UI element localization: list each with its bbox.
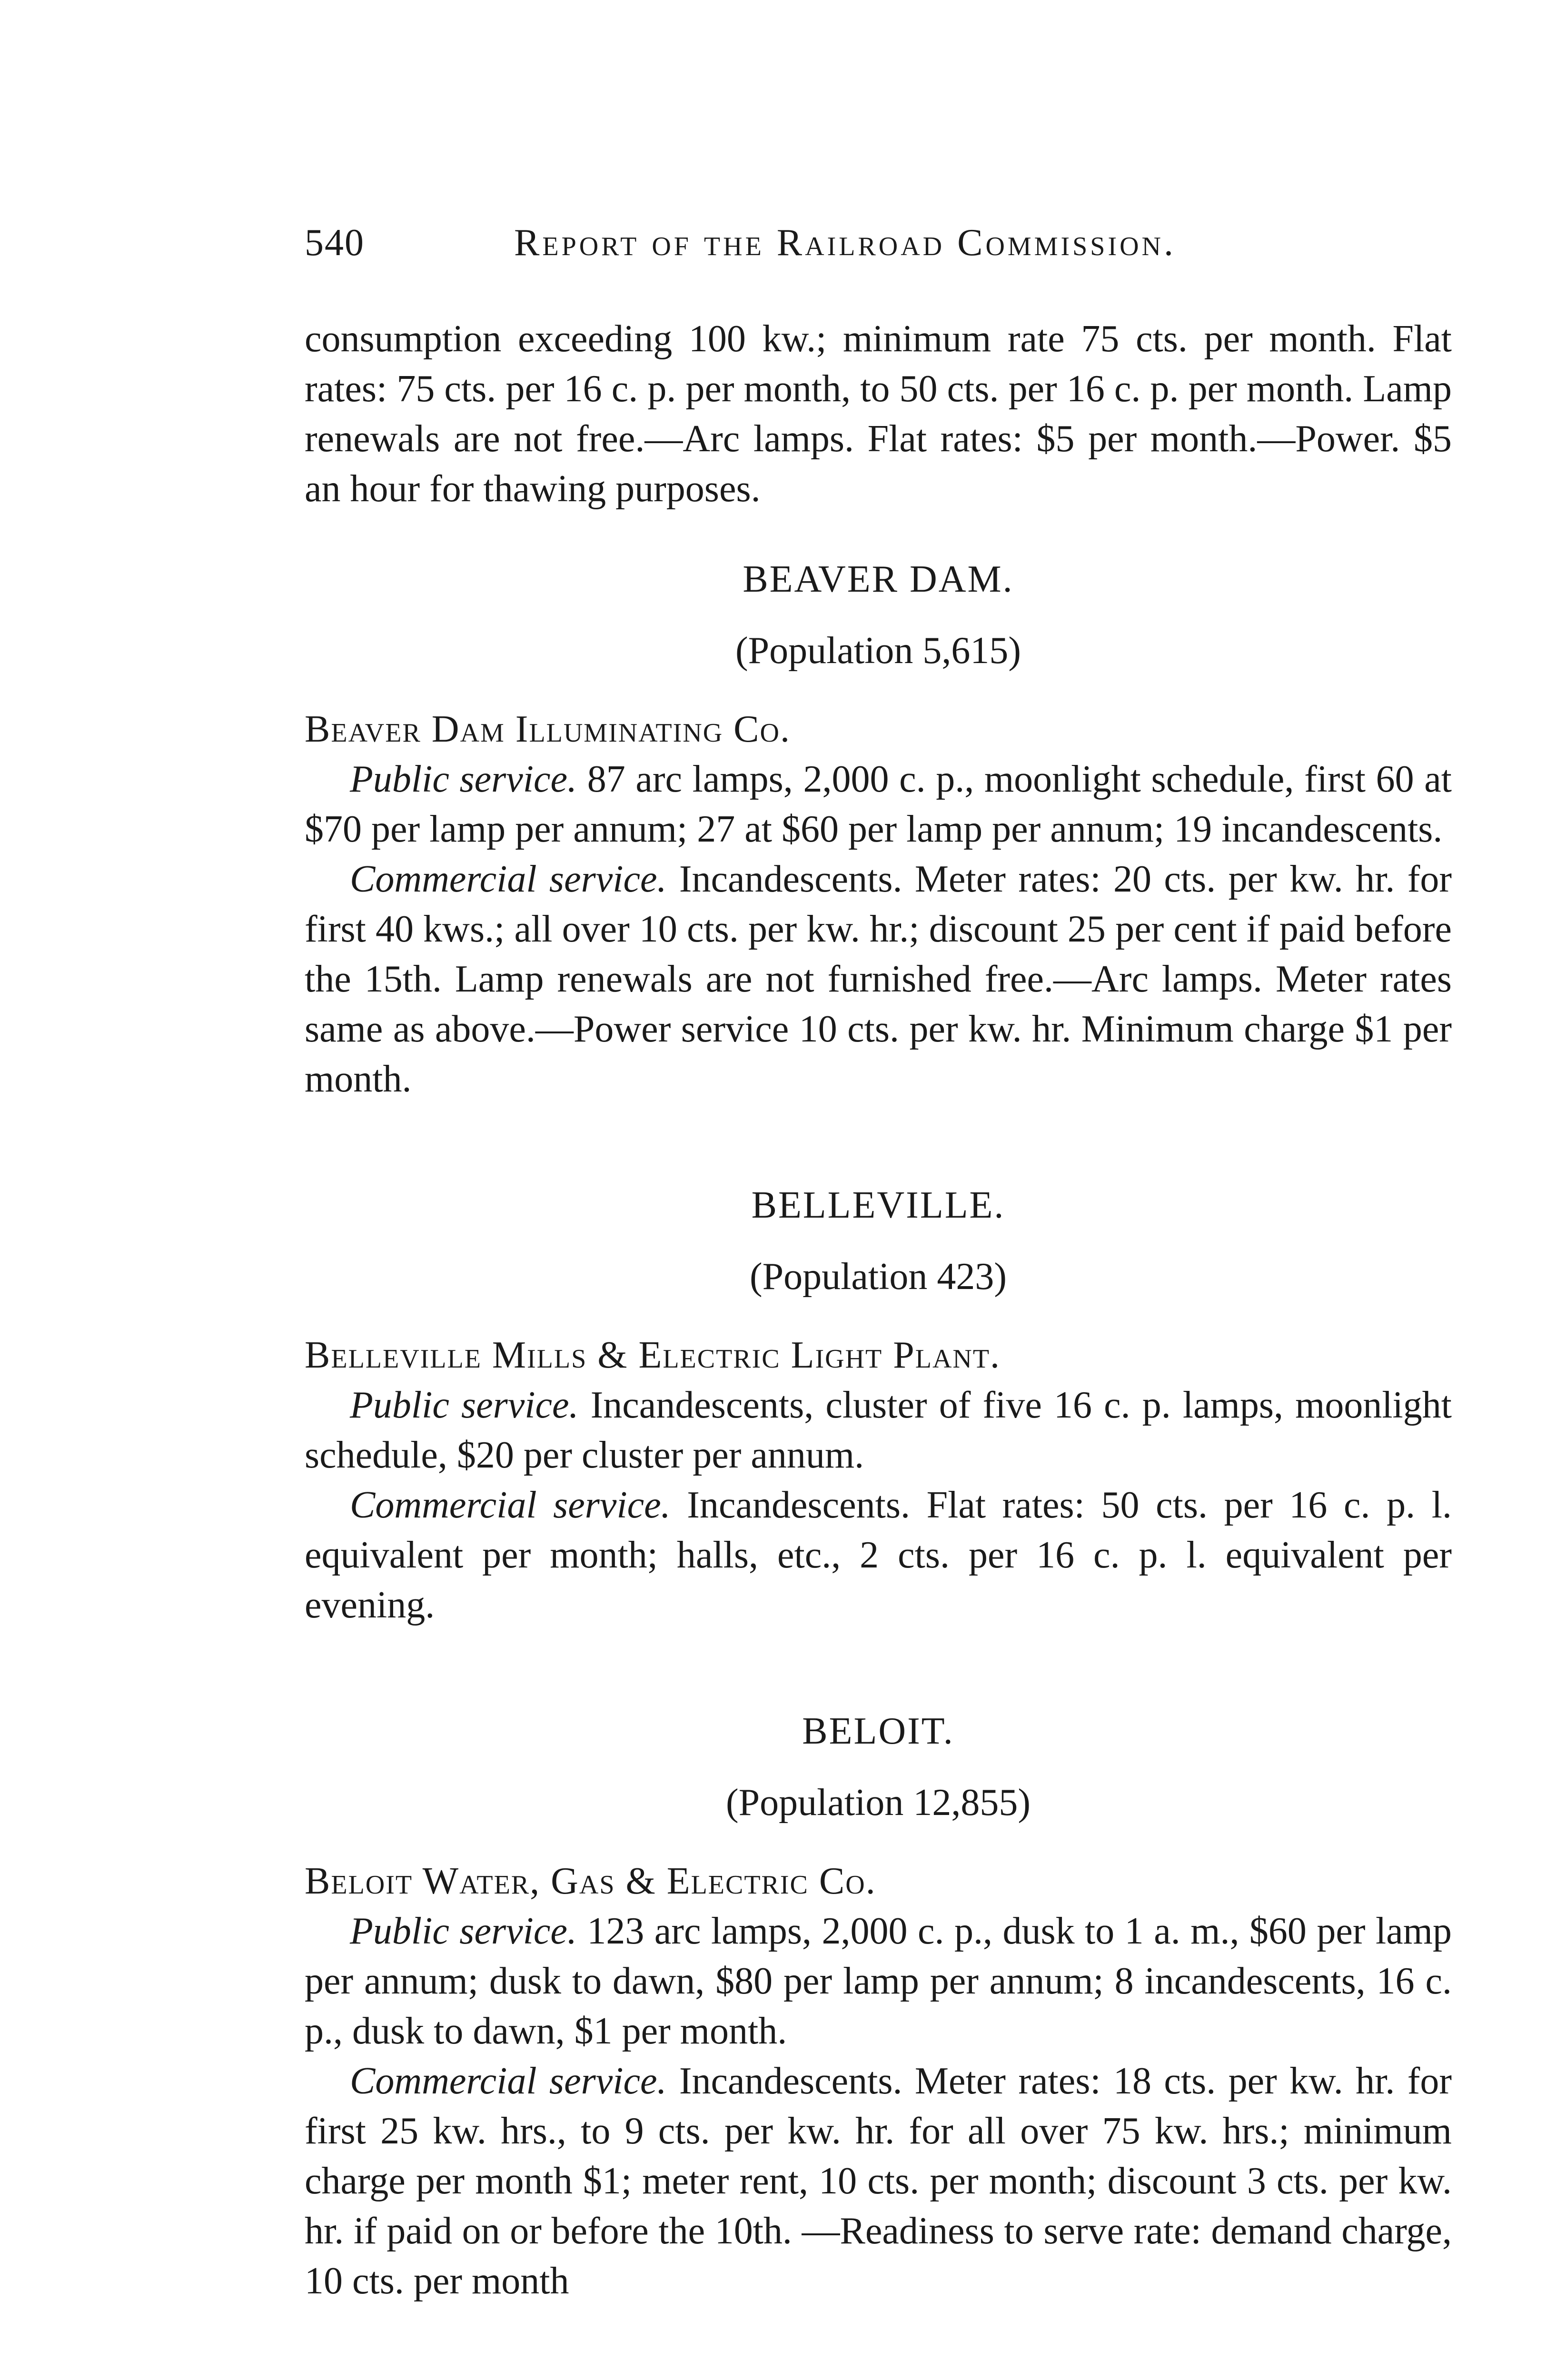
running-title: Report of the Railroad Commission. <box>514 222 1176 264</box>
commercial-service-label: Commercial service. <box>350 1484 671 1526</box>
body-text <box>305 314 1452 2306</box>
public-service-text: 87 arc lamps, 2,000 c. p., moonlight schedule, first 60 at $70 per lamp per annum; 27 at $60 per lamp per annum; 19 incandescents. <box>305 758 1452 850</box>
public-service-text: Incandescents, cluster of five 16 c. p. lamps, moonlight schedule, $20 per cluster per annum. <box>305 1384 1452 1476</box>
company-name-beloit: Beloit Water, Gas & Electric Co. <box>305 1860 876 1902</box>
company-name-beaver-dam: Beaver Dam Illuminating Co. <box>305 708 791 750</box>
intro-paragraph: consumption exceeding 100 kw.; minimum rate 75 cts. per month. Flat rates: 75 cts. per 16 c. p. per month, to 50 cts. per 16 c. p. per month. Lamp renewals are not free.—Arc lamps. Flat rates: $5 per month.—Power. $5 an hour for thawing purposes. <box>305 318 1452 510</box>
commercial-service-text: Incandescents. Flat rates: 50 cts. per 16 c. p. l. equivalent per month; halls, etc., 2 cts. per 16 c. p. l. equivalent per evening. <box>305 1484 1452 1626</box>
public-service-label: Public service. <box>350 1384 579 1426</box>
place-heading-beaver-dam: BEAVER DAM. <box>743 558 1014 600</box>
public-service-text: 123 arc lamps, 2,000 c. p., dusk to 1 a. m., $60 per lamp per annum; dusk to dawn, $80 per lamp per annum; 8 incandescents, 16 c. p., dusk to dawn, $1 per month. <box>305 1910 1452 2052</box>
public-service-paragraph-beaver-dam <box>305 754 1452 854</box>
page-number: 540 <box>305 222 365 264</box>
commercial-service-label: Commercial service. <box>350 2060 667 2102</box>
population-beaver-dam: (Population 5,615) <box>735 630 1021 672</box>
public-service-paragraph-belleville <box>305 1380 1452 1480</box>
commercial-service-text: Incandescents. Meter rates: 20 cts. per kw. hr. for first 40 kws.; all over 10 cts. per kw. hr.; discount 25 per cent if paid before the 15th. Lamp renewals are not furnished free.—Arc lamps. Meter rates same as above.—Power service 10 cts. per kw. hr. Minimum charge $1 per month. <box>305 858 1452 1100</box>
public-service-paragraph-beloit <box>305 1906 1452 2056</box>
population-belleville: (Population 423) <box>750 1256 1007 1298</box>
commercial-service-text: Incandescents. Meter rates: 18 cts. per kw. hr. for first 25 kw. hrs., to 9 cts. per kw. hr. for all over 75 kw. hrs.; minimum charge per month $1; meter rent, 10 cts. per month; discount 3 cts. per kw. hr. if paid on or before the 10th. —Readiness to serve rate: demand charge, 10 cts. per month <box>305 2060 1452 2302</box>
commercial-service-paragraph-beloit <box>305 2056 1452 2306</box>
population-beloit: (Population 12,855) <box>726 1782 1031 1824</box>
place-heading-beloit: BELOIT. <box>802 1710 954 1752</box>
company-name-belleville: Belleville Mills & Electric Light Plant. <box>305 1334 1001 1376</box>
public-service-label: Public service. <box>350 758 577 800</box>
commercial-service-paragraph-beaver-dam <box>305 854 1452 1104</box>
commercial-service-label: Commercial service. <box>350 858 667 900</box>
place-heading-belleville: BELLEVILLE. <box>751 1184 1005 1226</box>
public-service-label: Public service. <box>350 1910 577 1952</box>
running-head <box>305 214 1447 271</box>
commercial-service-paragraph-belleville <box>305 1480 1452 1630</box>
